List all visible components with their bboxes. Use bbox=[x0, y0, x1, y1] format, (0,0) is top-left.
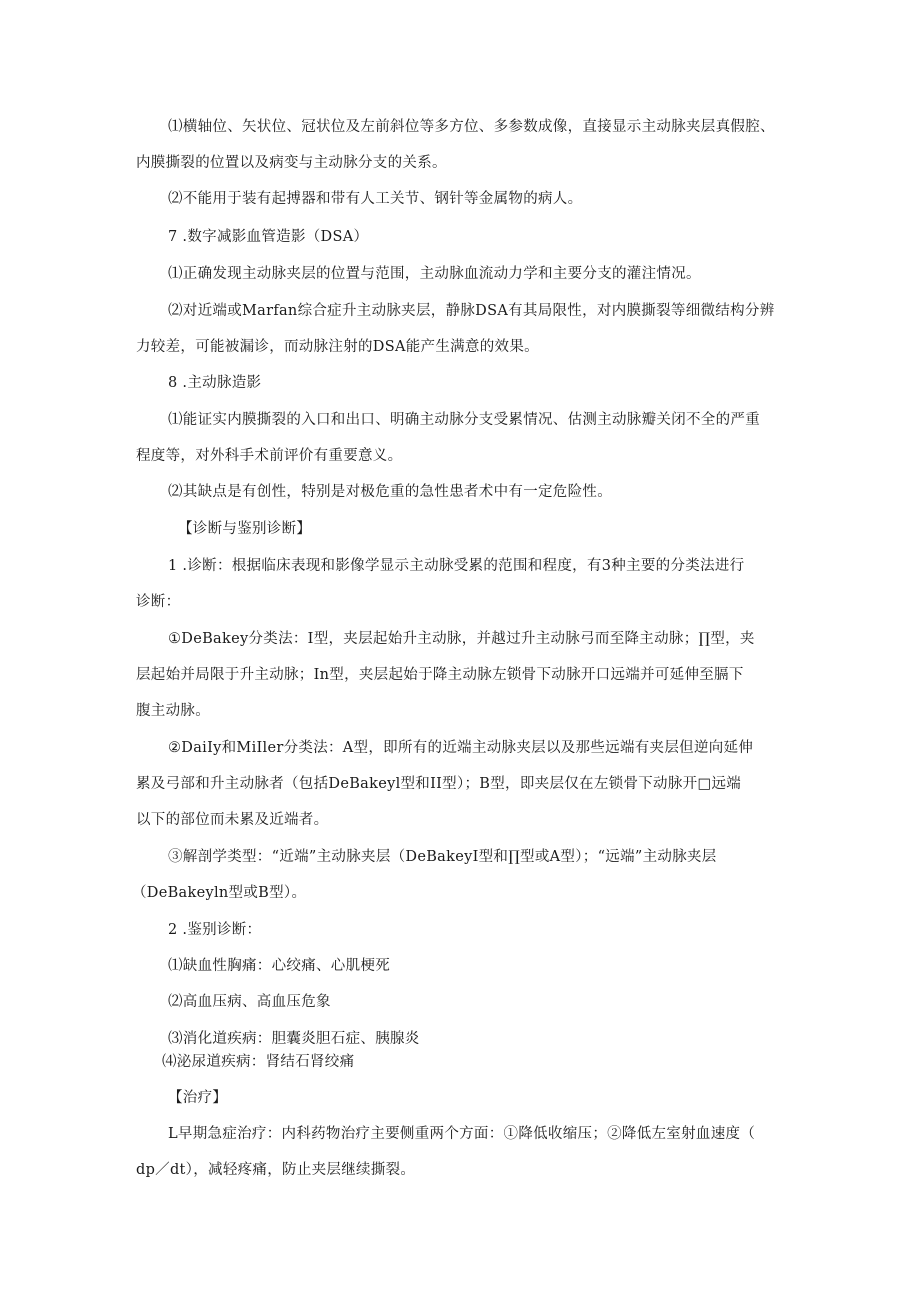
text-line: ⑴缺血性胸痛：心绞痛、心肌梗死 bbox=[168, 958, 390, 974]
text-line: ⑵对近端或Marfan综合症升主动脉夹层，静脉DSA有其局限性，对内膜撕裂等细微结构分辨 bbox=[168, 303, 775, 319]
text-line: 1 .诊断：根据临床表现和影像学显示主动脉受累的范围和程度，有3种主要的分类法进行 bbox=[168, 558, 745, 574]
text-line: ⑵其缺点是有创性，特别是对极危重的急性患者术中有一定危险性。 bbox=[168, 484, 612, 500]
section-heading: 8 .主动脉造影 bbox=[168, 375, 262, 391]
text-line: dp／dt），减轻疼痛，防止夹层继续撕裂。 bbox=[136, 1162, 416, 1178]
section-title: 【诊断与鉴别诊断】 bbox=[178, 521, 312, 537]
text-line: 累及弓部和升主动脉者（包括DeBakeyl型和II型）；B型，即夹层仅在左锁骨下动脉开□远端 bbox=[136, 776, 742, 792]
text-line: ②DaiIy和MiIler分类法：A型，即所有的近端主动脉夹层以及那些远端有夹层但逆向延伸 bbox=[168, 740, 754, 756]
text-line: 诊断： bbox=[136, 594, 181, 610]
text-line: ⑷泌尿道疾病：肾结石肾绞痛 bbox=[162, 1054, 355, 1070]
text-line: ⑴正确发现主动脉夹层的位置与范围，主动脉血流动力学和主要分支的灌注情况。 bbox=[168, 266, 701, 282]
text-line: ①DeBakey分类法：I型，夹层起始升主动脉，并越过升主动脉弓而至降主动脉；∏型，夹 bbox=[168, 631, 755, 647]
text-line: 层起始并局限于升主动脉；In型，夹层起始于降主动脉左锁骨下动脉开口远端并可延伸至膈下 bbox=[136, 667, 744, 683]
text-line: （DeBakeyln型或B型）。 bbox=[132, 885, 307, 901]
section-heading: 7 .数字减影血管造影（DSA） bbox=[168, 229, 369, 245]
text-line: 力较差，可能被漏诊，而动脉注射的DSA能产生满意的效果。 bbox=[136, 339, 539, 355]
text-line: 以下的部位而未累及近端者。 bbox=[136, 812, 329, 828]
text-line: 程度等，对外科手术前评价有重要意义。 bbox=[136, 448, 403, 464]
section-title: 【治疗】 bbox=[168, 1090, 228, 1106]
text-line: ⑶消化道疾病：胆囊炎胆石症、胰腺炎 bbox=[168, 1031, 420, 1047]
text-line: ⑴能证实内膜撕裂的入口和出口、明确主动脉分支受累情况、估测主动脉瓣关闭不全的严重 bbox=[168, 412, 760, 428]
text-line: ⑵高血压病、高血压危象 bbox=[168, 994, 331, 1010]
text-line: 内膜撕裂的位置以及病变与主动脉分支的关系。 bbox=[136, 155, 447, 171]
text-line: L早期急症治疗：内科药物治疗主要侧重两个方面：①降低收缩压；②降低左室射血速度（ bbox=[168, 1126, 756, 1142]
text-line: ③解剖学类型：“近端”主动脉夹层（DeBakeyI型和∏型或A型）；“远端”主动脉夹层 bbox=[168, 849, 717, 865]
text-line: ⑵不能用于装有起搏器和带有人工关节、钢针等金属物的病人。 bbox=[168, 191, 583, 207]
text-line: 腹主动脉。 bbox=[136, 703, 210, 719]
text-line: ⑴横轴位、矢状位、冠状位及左前斜位等多方位、多参数成像，直接显示主动脉夹层真假腔、 bbox=[168, 119, 775, 135]
section-heading: 2 .鉴别诊断： bbox=[168, 922, 262, 938]
